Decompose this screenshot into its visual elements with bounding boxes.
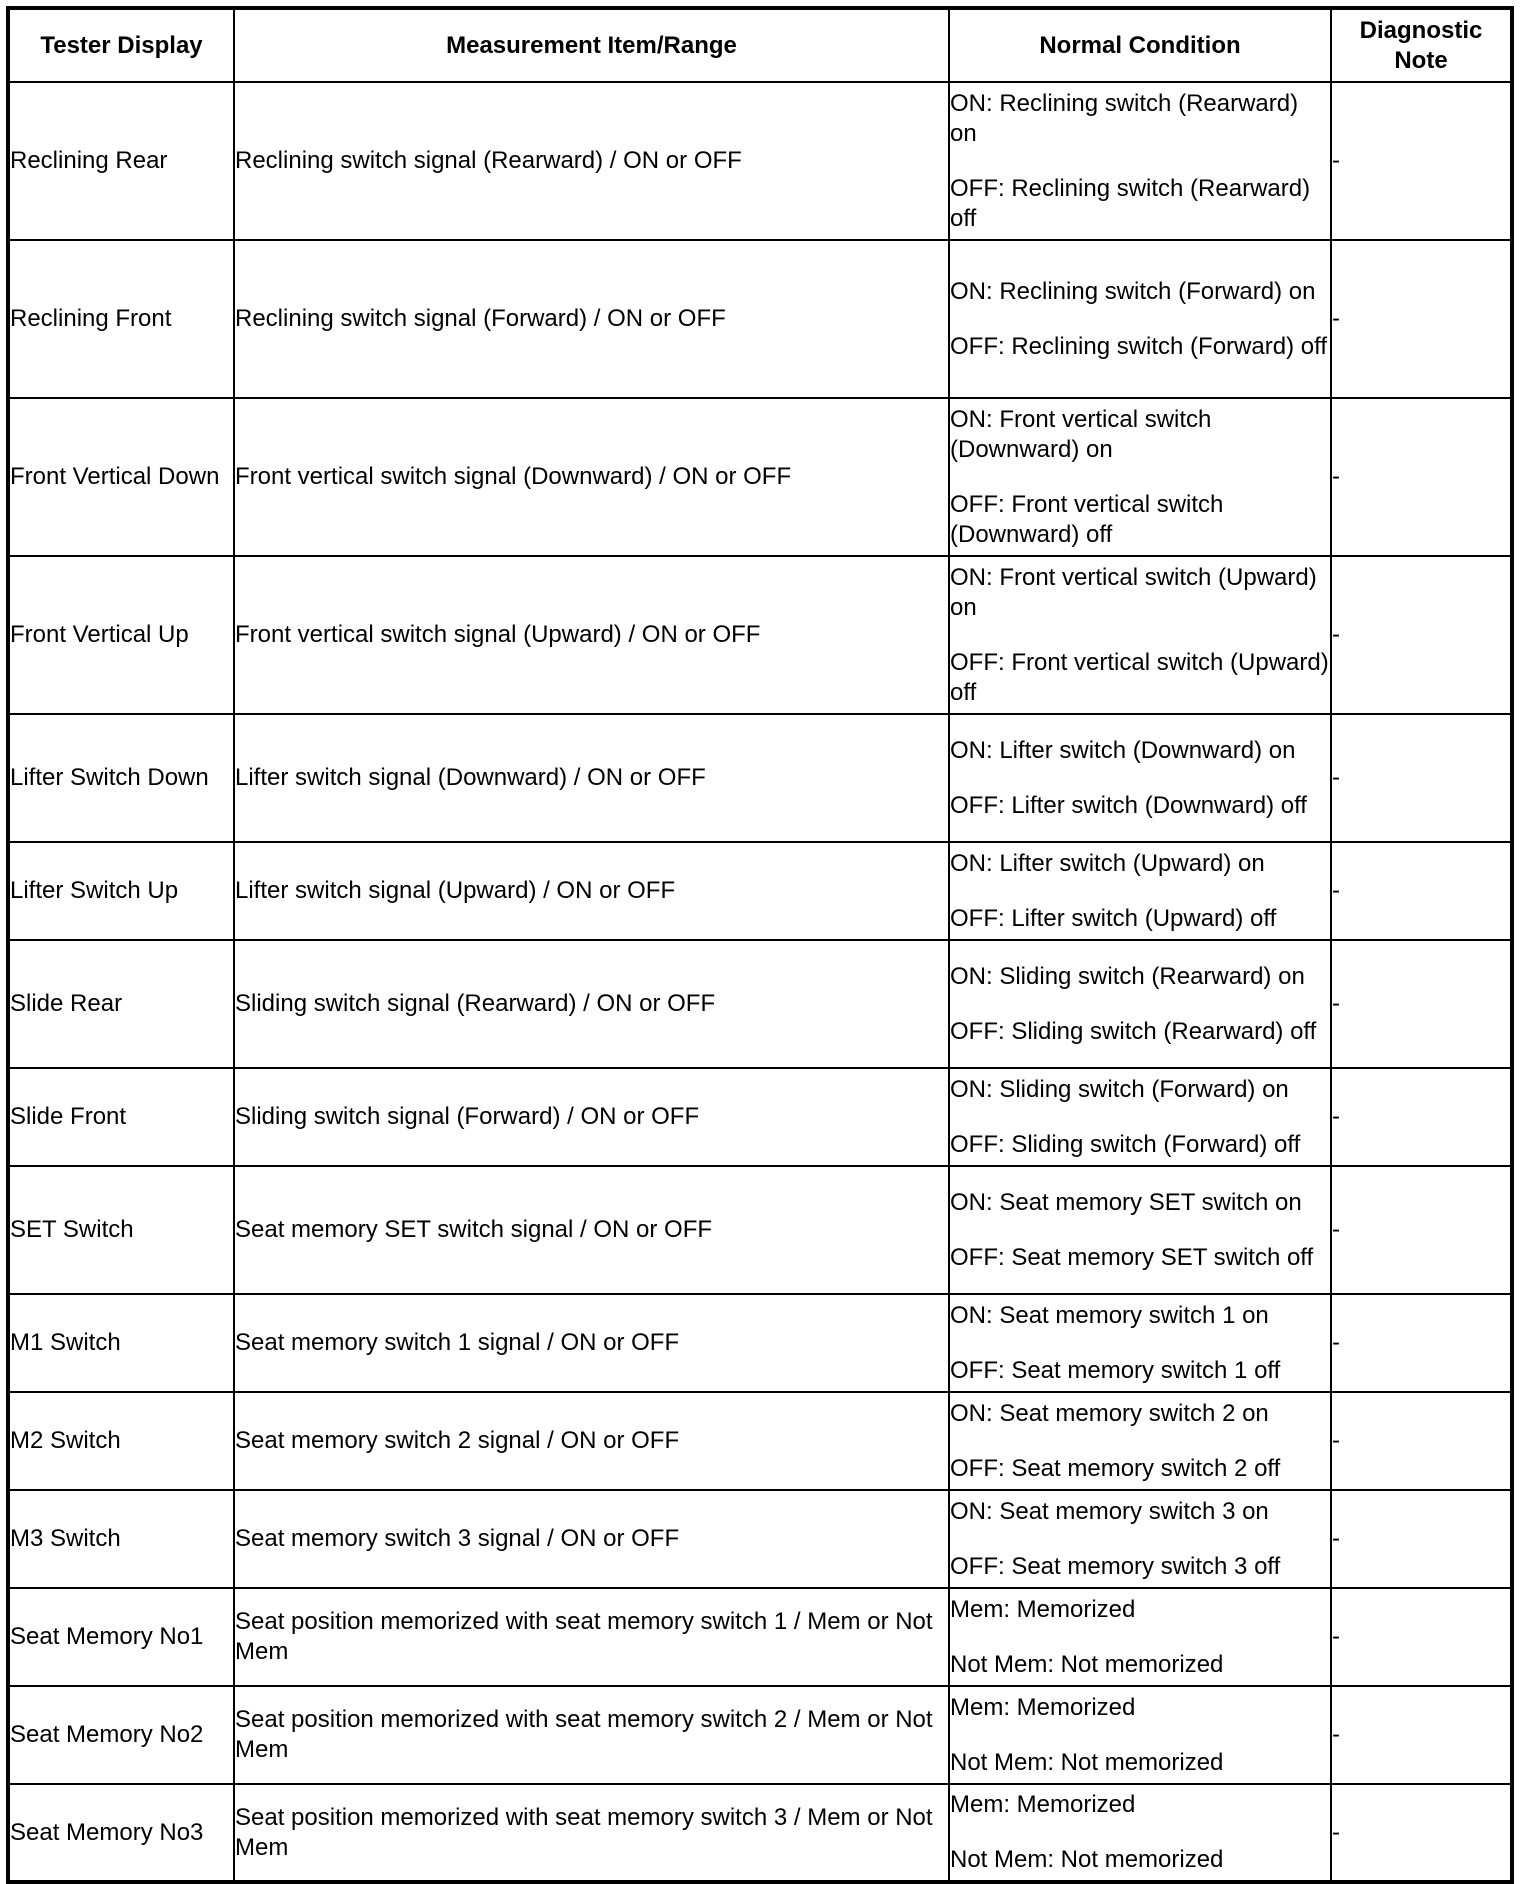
table-row	[8, 1784, 1512, 1882]
diagnostic-note-cell: -	[1331, 1294, 1512, 1392]
tester-display-cell: Slide Rear	[8, 940, 234, 1068]
table-row	[8, 240, 1512, 398]
table-row	[8, 82, 1512, 240]
on-condition: ON: Front vertical switch (Upward) on	[950, 563, 1317, 621]
diagnostic-note-cell: -	[1331, 240, 1512, 398]
measurement-cell: Sliding switch signal (Forward) / ON or OFF	[234, 1068, 949, 1166]
measurement-cell: Seat memory SET switch signal / ON or OFF	[234, 1166, 949, 1294]
measurement-cell: Reclining switch signal (Forward) / ON or OFF	[234, 240, 949, 398]
header-row	[8, 8, 1512, 82]
table-row	[8, 1392, 1512, 1490]
off-condition: OFF: Reclining switch (Forward) off	[950, 332, 1327, 360]
diagnostic-note-cell: -	[1331, 1392, 1512, 1490]
header-diagnostic-note: Diagnostic Note	[1331, 8, 1512, 82]
tester-display-cell: Seat Memory No2	[8, 1686, 234, 1784]
measurement-cell: Seat memory switch 2 signal / ON or OFF	[234, 1392, 949, 1490]
table-row	[8, 1068, 1512, 1166]
tester-display-cell: SET Switch	[8, 1166, 234, 1294]
normal-condition-cell	[949, 1392, 1331, 1490]
header-normal-condition: Normal Condition	[949, 8, 1331, 82]
normal-condition-cell	[949, 1686, 1331, 1784]
normal-condition-cell	[949, 398, 1331, 556]
table-row	[8, 714, 1512, 842]
normal-condition-cell	[949, 240, 1331, 398]
normal-condition-cell	[949, 556, 1331, 714]
normal-condition-cell	[949, 82, 1331, 240]
on-condition: Mem: Memorized	[950, 1693, 1136, 1721]
off-condition: OFF: Seat memory switch 3 off	[950, 1552, 1281, 1580]
normal-condition-cell	[949, 842, 1331, 940]
table-row	[8, 1490, 1512, 1588]
measurement-cell: Reclining switch signal (Rearward) / ON or OFF	[234, 82, 949, 240]
measurement-cell: Seat position memorized with seat memory switch 1 / Mem or Not Mem	[234, 1588, 949, 1686]
measurement-cell: Seat memory switch 3 signal / ON or OFF	[234, 1490, 949, 1588]
tester-display-cell: M1 Switch	[8, 1294, 234, 1392]
on-condition: ON: Lifter switch (Downward) on	[950, 736, 1296, 764]
header-measurement-item: Measurement Item/Range	[234, 8, 949, 82]
diagnostic-note-cell: -	[1331, 1166, 1512, 1294]
off-condition: OFF: Sliding switch (Forward) off	[950, 1130, 1301, 1158]
tester-display-cell: Lifter Switch Down	[8, 714, 234, 842]
off-condition: Not Mem: Not memorized	[950, 1650, 1224, 1678]
diagnostic-note-cell: -	[1331, 1588, 1512, 1686]
diagnostic-note-cell: -	[1331, 1490, 1512, 1588]
off-condition: OFF: Seat memory switch 2 off	[950, 1454, 1281, 1482]
off-condition: OFF: Lifter switch (Upward) off	[950, 904, 1277, 932]
table-row	[8, 842, 1512, 940]
normal-condition-cell	[949, 1068, 1331, 1166]
diagnostic-note-cell: -	[1331, 1068, 1512, 1166]
tester-display-cell: Front Vertical Down	[8, 398, 234, 556]
diagnostic-note-cell: -	[1331, 940, 1512, 1068]
table-row	[8, 940, 1512, 1068]
tester-display-table	[6, 6, 1514, 1884]
measurement-cell: Seat position memorized with seat memory switch 2 / Mem or Not Mem	[234, 1686, 949, 1784]
off-condition: OFF: Lifter switch (Downward) off	[950, 791, 1307, 819]
table-row	[8, 1588, 1512, 1686]
diagnostic-note-cell: -	[1331, 82, 1512, 240]
tester-display-cell: Reclining Rear	[8, 82, 234, 240]
normal-condition-cell	[949, 940, 1331, 1068]
normal-condition-cell	[949, 1166, 1331, 1294]
off-condition: OFF: Front vertical switch (Downward) off	[950, 490, 1224, 548]
on-condition: Mem: Memorized	[950, 1595, 1136, 1623]
diagnostic-note-cell: -	[1331, 398, 1512, 556]
normal-condition-cell	[949, 1294, 1331, 1392]
normal-condition-cell	[949, 714, 1331, 842]
normal-condition-cell	[949, 1588, 1331, 1686]
on-condition: ON: Sliding switch (Rearward) on	[950, 962, 1305, 990]
diagnostic-note-cell: -	[1331, 714, 1512, 842]
tester-display-cell: Seat Memory No1	[8, 1588, 234, 1686]
table-row	[8, 398, 1512, 556]
tester-display-cell: Reclining Front	[8, 240, 234, 398]
table-row	[8, 556, 1512, 714]
measurement-cell: Front vertical switch signal (Downward) / ON or OFF	[234, 398, 949, 556]
on-condition: ON: Reclining switch (Rearward) on	[950, 89, 1299, 147]
normal-condition-cell	[949, 1490, 1331, 1588]
off-condition: OFF: Reclining switch (Rearward) off	[950, 174, 1311, 232]
on-condition: ON: Reclining switch (Forward) on	[950, 277, 1316, 305]
diagnostic-note-cell: -	[1331, 1686, 1512, 1784]
measurement-cell: Lifter switch signal (Upward) / ON or OFF	[234, 842, 949, 940]
measurement-cell: Lifter switch signal (Downward) / ON or OFF	[234, 714, 949, 842]
measurement-cell: Sliding switch signal (Rearward) / ON or OFF	[234, 940, 949, 1068]
table-row	[8, 1166, 1512, 1294]
measurement-cell: Front vertical switch signal (Upward) / ON or OFF	[234, 556, 949, 714]
on-condition: ON: Front vertical switch (Downward) on	[950, 405, 1212, 463]
normal-condition-cell	[949, 1784, 1331, 1882]
table-row	[8, 1686, 1512, 1784]
on-condition: ON: Seat memory switch 2 on	[950, 1399, 1269, 1427]
diagnostic-note-cell: -	[1331, 842, 1512, 940]
on-condition: ON: Lifter switch (Upward) on	[950, 849, 1265, 877]
off-condition: OFF: Front vertical switch (Upward) off	[950, 648, 1329, 706]
tester-display-cell: Lifter Switch Up	[8, 842, 234, 940]
header-tester-display: Tester Display	[8, 8, 234, 82]
tester-display-cell: M2 Switch	[8, 1392, 234, 1490]
on-condition: Mem: Memorized	[950, 1791, 1136, 1818]
off-condition: Not Mem: Not memorized	[950, 1748, 1224, 1776]
tester-display-cell: Front Vertical Up	[8, 556, 234, 714]
off-condition: OFF: Seat memory SET switch off	[950, 1243, 1314, 1271]
on-condition: ON: Seat memory switch 3 on	[950, 1497, 1269, 1525]
off-condition: OFF: Sliding switch (Rearward) off	[950, 1017, 1317, 1045]
diagnostic-note-cell: -	[1331, 556, 1512, 714]
on-condition: ON: Sliding switch (Forward) on	[950, 1075, 1289, 1103]
tester-display-cell: Seat Memory No3	[8, 1784, 234, 1882]
off-condition: Not Mem: Not memorized	[950, 1846, 1224, 1873]
on-condition: ON: Seat memory switch 1 on	[950, 1301, 1269, 1329]
tester-display-cell: M3 Switch	[8, 1490, 234, 1588]
measurement-cell: Seat position memorized with seat memory switch 3 / Mem or Not Mem	[234, 1784, 949, 1882]
off-condition: OFF: Seat memory switch 1 off	[950, 1356, 1281, 1384]
measurement-cell: Seat memory switch 1 signal / ON or OFF	[234, 1294, 949, 1392]
tester-display-cell: Slide Front	[8, 1068, 234, 1166]
on-condition: ON: Seat memory SET switch on	[950, 1188, 1302, 1216]
diagnostic-note-cell: -	[1331, 1784, 1512, 1882]
table-row	[8, 1294, 1512, 1392]
